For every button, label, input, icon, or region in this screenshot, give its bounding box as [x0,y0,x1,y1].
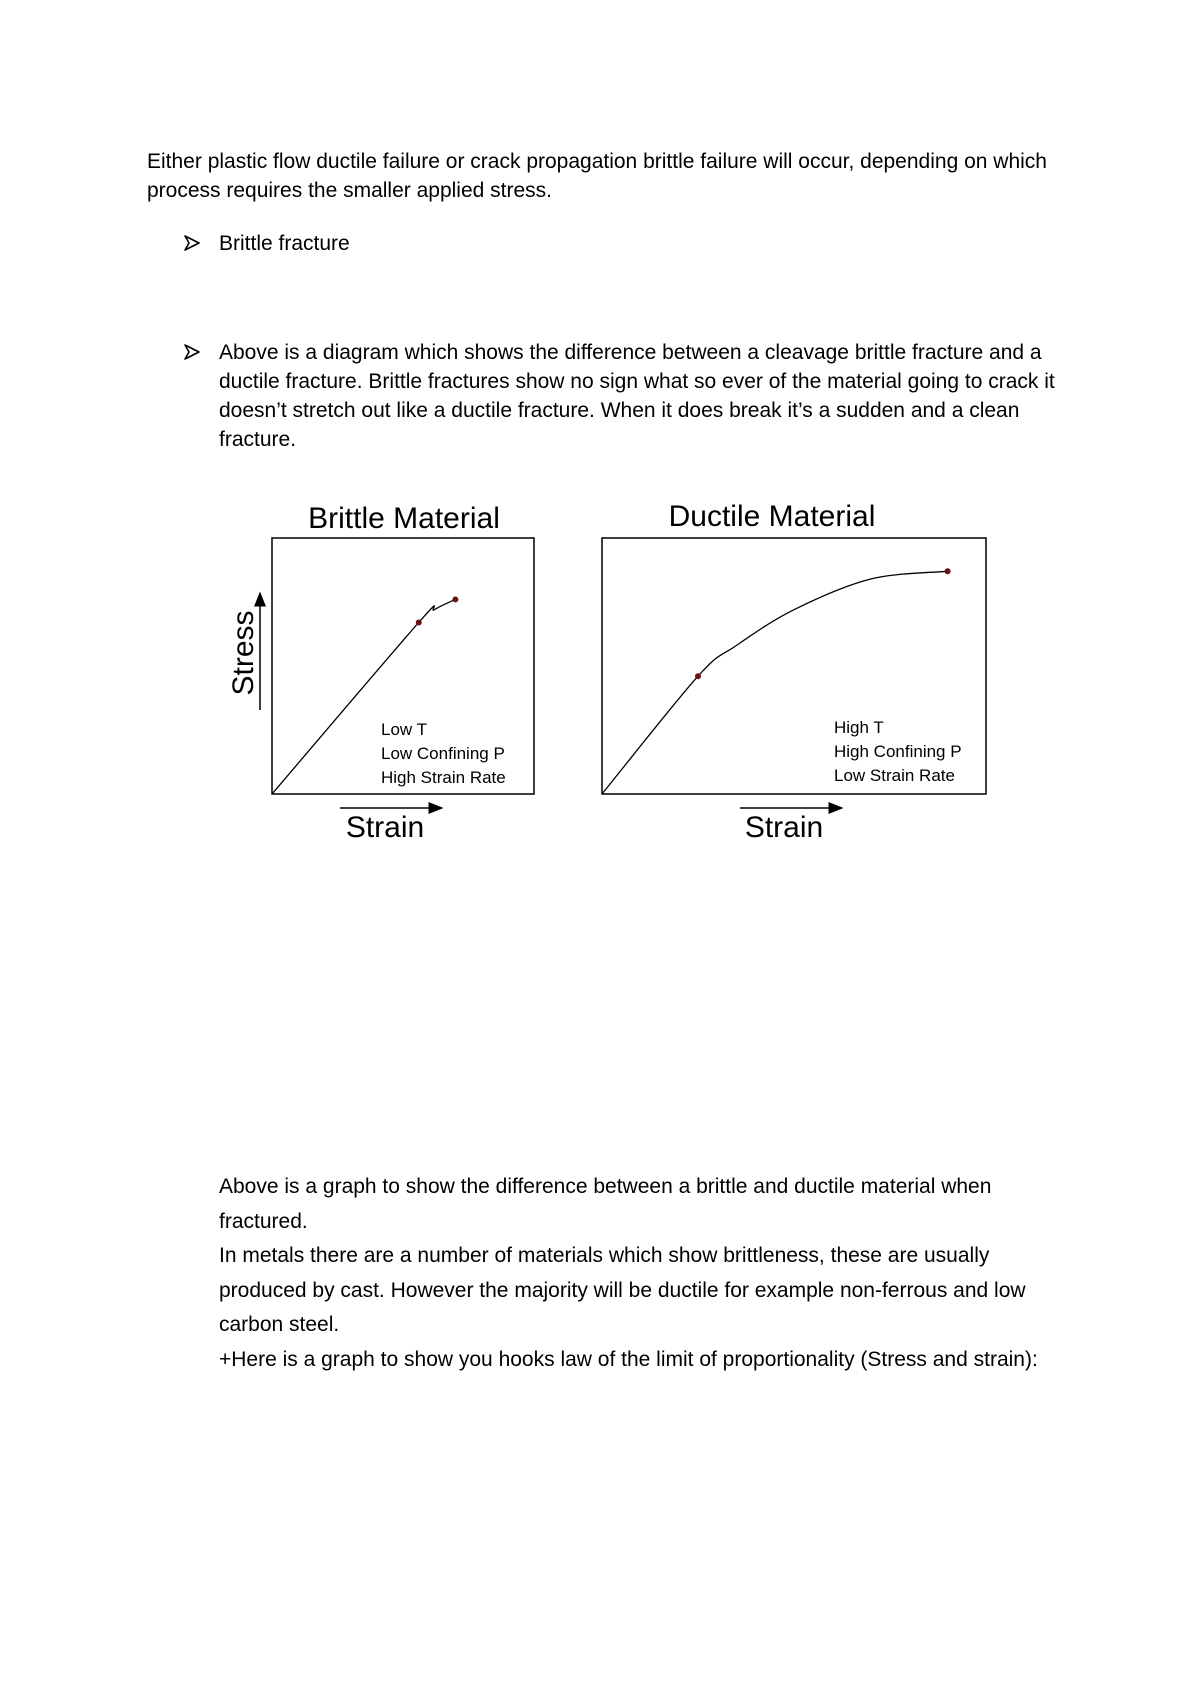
lower-text-block [219,1170,1079,1377]
ductile-fracture-point [945,568,951,574]
brittle-fracture-point [452,596,458,602]
brittle-strain-label: Strain [345,811,425,844]
stress-axis-label: Stress [227,610,260,696]
intro-paragraph: Either plastic flow ductile failure or crack propagation brittle failure will occur, depending on which process requires the smaller applied stress. [147,150,1047,202]
ductile-annotation-2: High Confining P [834,742,962,761]
ductile-yield-point [695,673,701,679]
lower-paragraph-1: Above is a graph to show the difference between a brittle and ductile material when fractured. [219,1175,992,1233]
brittle-annotation-3: High Strain Rate [381,768,506,787]
lower-paragraph-3: +Here is a graph to show you hooks law of the limit of proportionality (Stress and strain): [219,1347,1038,1371]
brittle-annotation-2: Low Confining P [381,744,505,763]
brittle-yield-point [416,619,422,625]
bullet-text: Above is a diagram which shows the difference between a cleavage brittle fracture and a ductile fracture. Brittle fractures show no sign what so ever of the material going to crack it doesn’t stretch out like a ductile fracture. When it does break it’s a sudden and a clean fracture. [219,341,1055,451]
lower-paragraph-2: In metals there are a number of materials which show brittleness, these are usually produced by cast. However the majority will be ductile for example non-ferrous and low carbon steel. [219,1244,1026,1336]
arrowhead-bullet-icon [183,229,203,260]
brittle-annotation-1: Low T [381,720,427,739]
arrowhead-bullet-icon [183,338,203,369]
ductile-strain-label: Strain [744,811,824,844]
bullet-text: Brittle fracture [219,232,350,255]
brittle-plot-area [272,596,458,794]
brittle-stress-strain-curve [272,599,455,794]
ductile-title: Ductile Material [668,500,876,533]
brittle-title: Brittle Material [308,502,500,535]
ductile-annotation-3: Low Strain Rate [834,766,955,785]
ductile-annotation-1: High T [834,718,884,737]
stress-strain-figure [220,495,1020,855]
